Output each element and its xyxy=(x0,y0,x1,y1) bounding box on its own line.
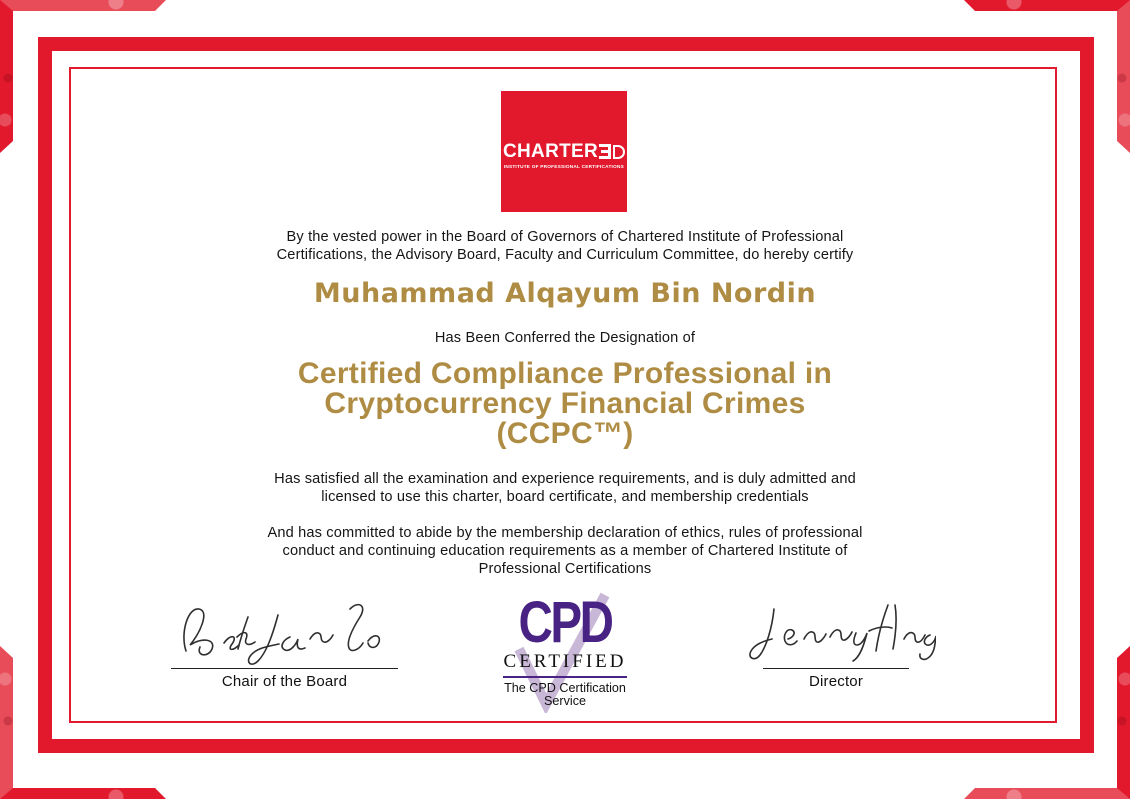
logo-subtitle: INSTITUTE OF PROFESSIONAL CERTIFICATIONS xyxy=(503,164,625,170)
signature-block-chair xyxy=(167,593,402,690)
designation-line: Certified Compliance Professional in xyxy=(297,357,833,390)
signatory-title: Director xyxy=(808,673,864,690)
designation-line: (CCPC™) xyxy=(496,417,634,450)
recipient-name: Muhammad Alqayum Bin Nordin xyxy=(313,278,817,309)
commitment-line: conduct and continuing education requirements as a member of Chartered Institute of xyxy=(282,543,848,559)
requirements-paragraph xyxy=(80,470,1050,506)
cpd-certified-label: CERTIFIED xyxy=(503,651,627,672)
commitment-line: Professional Certifications xyxy=(478,561,652,577)
intro-line: By the vested power in the Board of Governors of Chartered Institute of Professional xyxy=(286,229,844,245)
commitment-paragraph xyxy=(80,524,1050,578)
signature-line xyxy=(171,668,398,669)
designation-title xyxy=(80,359,1050,449)
cpd-service-line: Service xyxy=(544,694,586,708)
requirements-line: licensed to use this charter, board certificate, and membership credentials xyxy=(321,489,809,505)
signature-line xyxy=(763,668,909,669)
cpd-service-line: The CPD Certification xyxy=(504,681,626,695)
signatory-title: Chair of the Board xyxy=(221,673,348,690)
logo-wordmark xyxy=(503,142,625,161)
logo-letter-d-glyph xyxy=(613,145,625,159)
chartered-institute-logo xyxy=(501,91,627,212)
cpd-acronym: CPD xyxy=(518,590,612,655)
designation-line: Cryptocurrency Financial Crimes xyxy=(324,387,806,420)
cpd-certified-logo xyxy=(498,591,632,708)
commitment-line: And has committed to abide by the membership declaration of ethics, rules of professional xyxy=(267,525,863,541)
cpd-underline xyxy=(503,676,627,678)
logo-letter-e-glyph xyxy=(599,144,611,159)
signature-handwriting-yenny-ang xyxy=(736,593,936,667)
intro-paragraph xyxy=(80,228,1050,264)
requirements-line: Has satisfied all the examination and experience requirements, and is duly admitted and xyxy=(274,471,856,487)
intro-line: Certifications, the Advisory Board, Faculty and Curriculum Committee, do hereby certify xyxy=(276,247,854,263)
conferral-line: Has Been Conferred the Designation of xyxy=(434,330,696,346)
signature-block-director xyxy=(733,593,939,690)
logo-ed-stylized xyxy=(599,144,625,159)
logo-word-prefix: CHARTER xyxy=(503,141,598,162)
signature-handwriting-bok-yan-lo xyxy=(172,593,397,667)
